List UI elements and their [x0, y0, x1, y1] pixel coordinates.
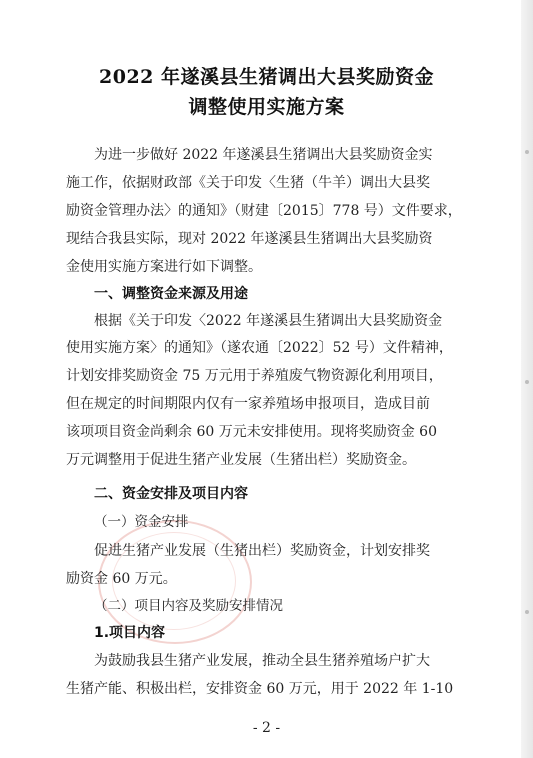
- binding-hole: [525, 610, 529, 614]
- document-title-line-1: 2022 年遂溪县生猪调出大县奖励资金: [99, 66, 434, 88]
- section-1-heading: 一、调整资金来源及用途: [94, 286, 248, 302]
- binding-hole: [525, 150, 529, 154]
- item-1-line: 生猪产能、积极出栏，安排资金 60 万元，用于 2022 年 1-10: [66, 681, 454, 697]
- section-1-line: 使用实施方案〉的通知》（遂农通〔2022〕52 号）文件精神，: [66, 340, 453, 356]
- intro-line: 励资金管理办法〉的通知》（财建〔2015〕778 号）文件要求，: [66, 203, 462, 219]
- page-number: - 2 -: [252, 720, 281, 736]
- section-1-line: 根据《关于印发〈2022 年遂溪县生猪调出大县奖励资金: [94, 313, 443, 329]
- section-2-heading: 二、资金安排及项目内容: [94, 486, 248, 502]
- item-1-line: 为鼓励我县生猪产业发展，推动全县生猪养殖场户扩大: [94, 653, 430, 669]
- document-title-line-2: 调整使用实施方案: [188, 96, 345, 118]
- intro-line: 为进一步做好 2022 年遂溪县生猪调出大县奖励资金实: [94, 147, 433, 163]
- section-1-line: 但在规定的时间期限内仅有一家养殖场申报项目，造成目前: [66, 396, 430, 412]
- subsection-1-heading: （一）资金安排: [94, 514, 189, 530]
- item-1-heading: 1.项目内容: [94, 625, 166, 641]
- section-1-line: 万元调整用于促进生猪产业发展（生猪出栏）奖励资金。: [66, 452, 416, 468]
- intro-line: 现结合我县实际，现对 2022 年遂溪县生猪调出大县奖励资: [66, 231, 433, 247]
- subsection-2-heading: （二）项目内容及奖励安排情况: [94, 598, 283, 614]
- subsection-1-line: 促进生猪产业发展（生猪出栏）奖励资金，计划安排奖: [94, 543, 430, 559]
- subsection-1-line: 励资金 60 万元。: [66, 571, 177, 587]
- binding-edge: [521, 0, 533, 758]
- section-1-line: 计划安排奖励资金 75 万元用于养殖废气物资源化利用项目，: [66, 368, 443, 384]
- intro-line: 施工作，依据财政部《关于印发〈生猪（牛羊）调出大县奖: [66, 175, 430, 191]
- binding-hole: [525, 380, 529, 384]
- section-1-line: 该项项目资金尚剩余 60 万元未安排使用。现将奖励资金 60: [66, 424, 437, 440]
- intro-line: 金使用实施方案进行如下调整。: [66, 259, 262, 275]
